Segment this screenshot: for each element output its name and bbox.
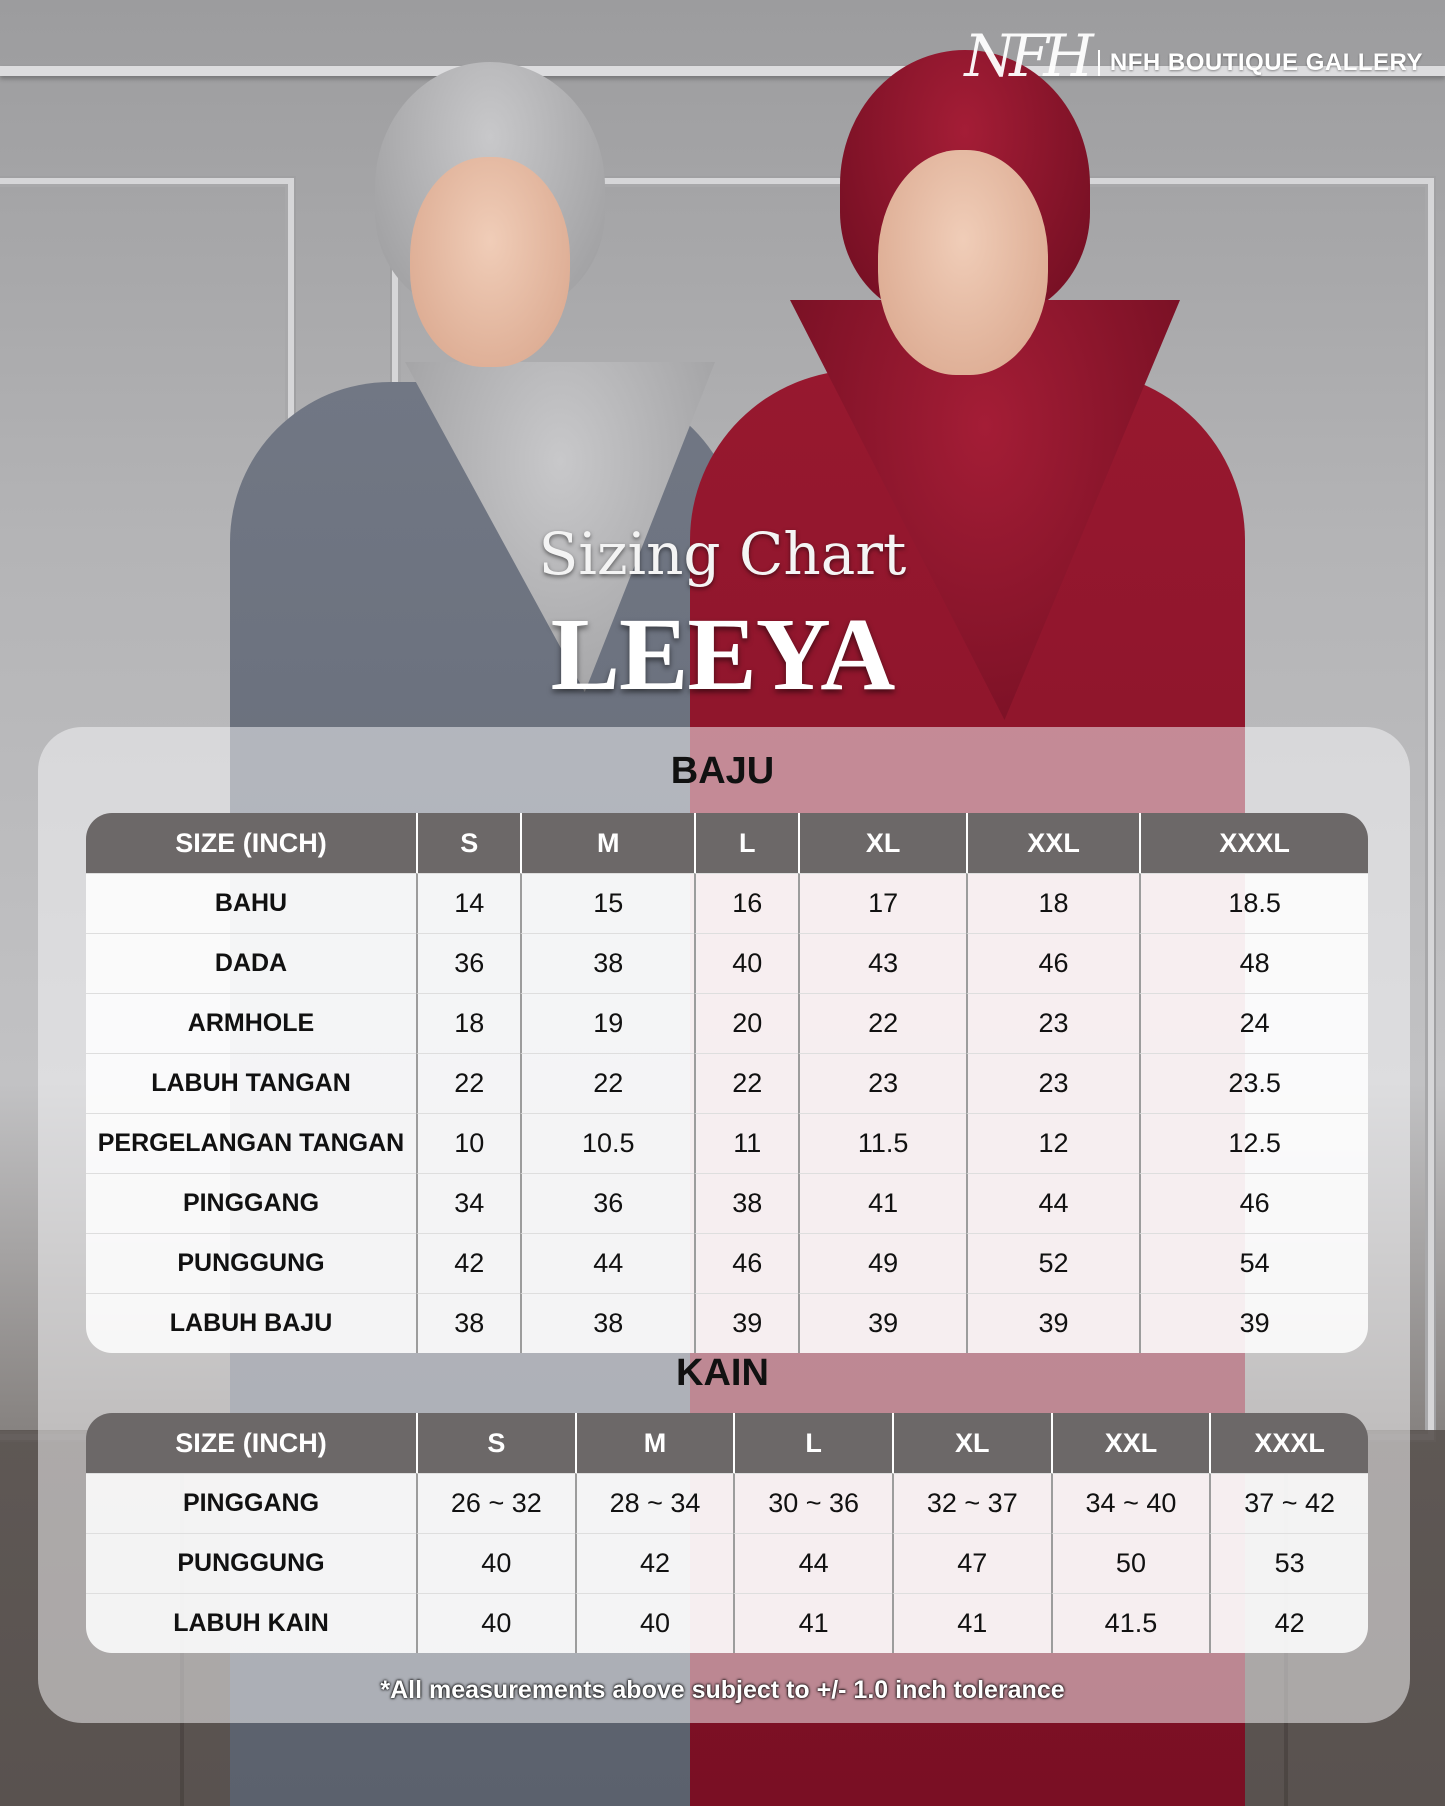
measurement-value: 44 [733, 1533, 892, 1593]
kain-section-title: KAIN [676, 1352, 769, 1394]
size-header: XXL [1051, 1413, 1210, 1473]
measurement-value: 15 [520, 873, 694, 933]
measurement-label: PUNGGUNG [86, 1233, 416, 1293]
logo-mark: NFH [964, 22, 1088, 90]
measurement-value: 38 [416, 1293, 520, 1353]
measurement-value: 37 ~ 42 [1209, 1473, 1368, 1533]
measurement-value: 19 [520, 993, 694, 1053]
table-row [86, 1473, 1368, 1533]
size-header: M [575, 1413, 734, 1473]
table-header-row [86, 813, 1368, 873]
measurement-value: 41 [733, 1593, 892, 1653]
measurement-value: 22 [694, 1053, 798, 1113]
measurement-value: 28 ~ 34 [575, 1473, 734, 1533]
measurement-value: 39 [694, 1293, 798, 1353]
measurement-label: LABUH KAIN [86, 1593, 416, 1653]
measurement-value: 41.5 [1051, 1593, 1210, 1653]
table-row [86, 1053, 1368, 1113]
measurement-value: 41 [798, 1173, 965, 1233]
measurement-value: 23 [966, 993, 1139, 1053]
measurement-value: 34 ~ 40 [1051, 1473, 1210, 1533]
measurement-label: LABUH TANGAN [86, 1053, 416, 1113]
measurement-value: 39 [798, 1293, 965, 1353]
measurement-value: 41 [892, 1593, 1051, 1653]
measurement-value: 52 [966, 1233, 1139, 1293]
size-header: XL [892, 1413, 1051, 1473]
measurement-value: 44 [966, 1173, 1139, 1233]
brand-name: NFH BOUTIQUE GALLERY [1109, 49, 1423, 76]
measurement-value: 16 [694, 873, 798, 933]
measurement-value: 30 ~ 36 [733, 1473, 892, 1533]
table-row [86, 1173, 1368, 1233]
table-row [86, 1233, 1368, 1293]
size-header: S [416, 813, 520, 873]
measurement-value: 22 [798, 993, 965, 1053]
measurement-value: 18 [966, 873, 1139, 933]
measurement-value: 40 [416, 1593, 575, 1653]
measurement-label: BAHU [86, 873, 416, 933]
measurement-value: 18 [416, 993, 520, 1053]
measurement-value: 10.5 [520, 1113, 694, 1173]
measurement-value: 39 [1139, 1293, 1368, 1353]
measurement-label: PINGGANG [86, 1173, 416, 1233]
measurement-value: 10 [416, 1113, 520, 1173]
size-header: L [694, 813, 798, 873]
measurement-value: 12.5 [1139, 1113, 1368, 1173]
measurement-value: 12 [966, 1113, 1139, 1173]
measurement-value: 14 [416, 873, 520, 933]
measurement-value: 54 [1139, 1233, 1368, 1293]
measurement-value: 49 [798, 1233, 965, 1293]
baju-section-title: BAJU [670, 750, 775, 792]
measurement-value: 46 [694, 1233, 798, 1293]
measurement-value: 11 [694, 1113, 798, 1173]
chart-subtitle: Sizing Chart [538, 520, 907, 588]
measurement-label: LABUH BAJU [86, 1293, 416, 1353]
size-header: XL [798, 813, 965, 873]
size-header: M [520, 813, 694, 873]
measurement-value: 38 [520, 1293, 694, 1353]
measurement-value: 22 [520, 1053, 694, 1113]
measurement-value: 46 [1139, 1173, 1368, 1233]
kain-size-table [86, 1413, 1368, 1653]
measurement-value: 42 [1209, 1593, 1368, 1653]
measurement-value: 32 ~ 37 [892, 1473, 1051, 1533]
tolerance-footnote: *All measurements above subject to +/- 1.0 inch tolerance [380, 1676, 1065, 1704]
measurement-value: 38 [520, 933, 694, 993]
measurement-value: 36 [520, 1173, 694, 1233]
size-header: L [733, 1413, 892, 1473]
table-row [86, 1533, 1368, 1593]
measurement-value: 26 ~ 32 [416, 1473, 575, 1533]
measurement-value: 11.5 [798, 1113, 965, 1173]
measurement-value: 50 [1051, 1533, 1210, 1593]
measurement-value: 39 [966, 1293, 1139, 1353]
measurement-value: 23 [798, 1053, 965, 1113]
baju-size-table [86, 813, 1368, 1353]
table-row [86, 1113, 1368, 1173]
measurement-value: 40 [416, 1533, 575, 1593]
measurement-label: PINGGANG [86, 1473, 416, 1533]
measurement-value: 20 [694, 993, 798, 1053]
measurement-label: ARMHOLE [86, 993, 416, 1053]
measurement-value: 46 [966, 933, 1139, 993]
table-row [86, 1593, 1368, 1653]
measurement-value: 53 [1209, 1533, 1368, 1593]
measurement-value: 23.5 [1139, 1053, 1368, 1113]
measurement-value: 38 [694, 1173, 798, 1233]
measurement-value: 42 [416, 1233, 520, 1293]
measurement-value: 40 [694, 933, 798, 993]
size-header: XXXL [1209, 1413, 1368, 1473]
table-row [86, 873, 1368, 933]
measurement-value: 36 [416, 933, 520, 993]
measurement-value: 44 [520, 1233, 694, 1293]
size-unit-header: SIZE (INCH) [86, 1413, 416, 1473]
measurement-value: 47 [892, 1533, 1051, 1593]
measurement-value: 23 [966, 1053, 1139, 1113]
table-row [86, 933, 1368, 993]
measurement-value: 40 [575, 1593, 734, 1653]
measurement-label: PUNGGUNG [86, 1533, 416, 1593]
measurement-value: 42 [575, 1533, 734, 1593]
measurement-value: 24 [1139, 993, 1368, 1053]
measurement-value: 18.5 [1139, 873, 1368, 933]
measurement-value: 43 [798, 933, 965, 993]
measurement-value: 17 [798, 873, 965, 933]
size-unit-header: SIZE (INCH) [86, 813, 416, 873]
measurement-value: 48 [1139, 933, 1368, 993]
brand-logo [964, 22, 1423, 90]
measurement-value: 34 [416, 1173, 520, 1233]
size-header: XXL [966, 813, 1139, 873]
table-row [86, 1293, 1368, 1353]
table-header-row [86, 1413, 1368, 1473]
size-header: S [416, 1413, 575, 1473]
size-header: XXXL [1139, 813, 1368, 873]
product-title: LEEYA [550, 597, 895, 712]
logo-divider [1098, 50, 1100, 76]
measurement-label: DADA [86, 933, 416, 993]
table-row [86, 993, 1368, 1053]
measurement-label: PERGELANGAN TANGAN [86, 1113, 416, 1173]
measurement-value: 22 [416, 1053, 520, 1113]
